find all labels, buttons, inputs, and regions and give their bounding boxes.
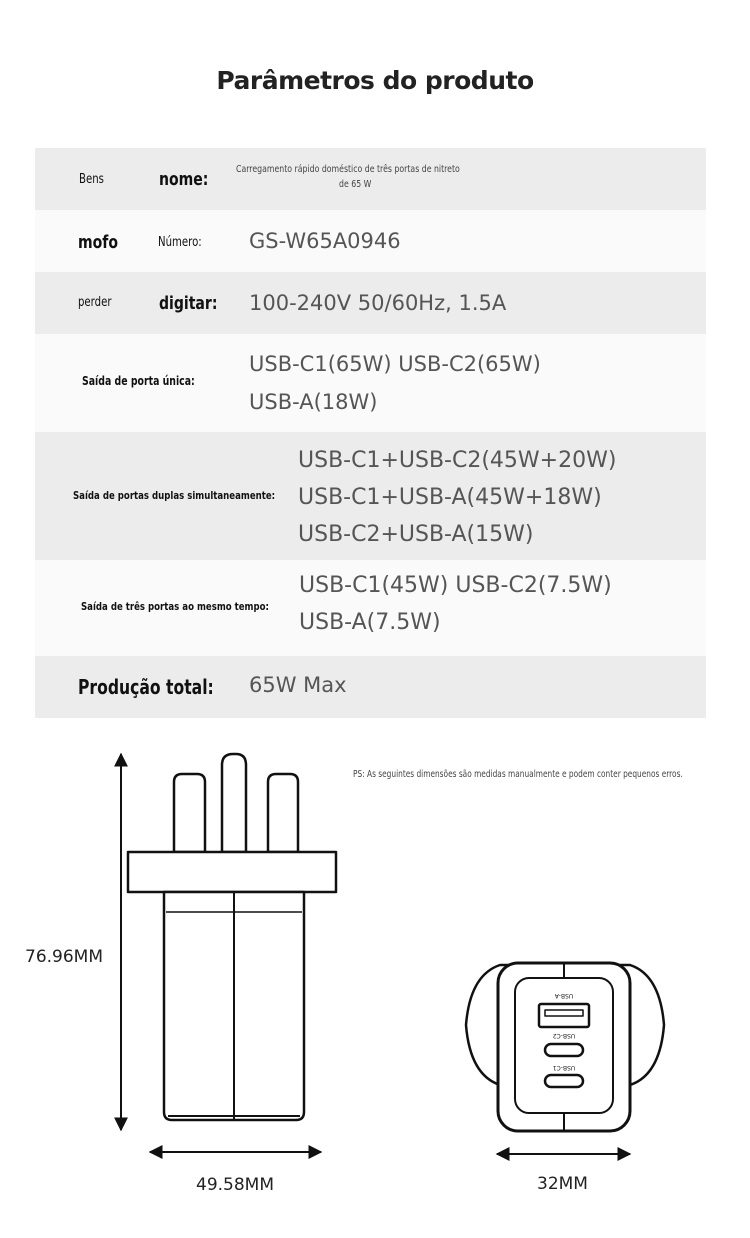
row-value: 100-240V 50/60Hz, 1.5A bbox=[249, 291, 507, 315]
row-label: Saída de três portas ao mesmo tempo: bbox=[81, 600, 269, 613]
row-label-b: digitar: bbox=[159, 293, 218, 314]
row-value-line: USB-C1(45W) USB-C2(7.5W) bbox=[299, 573, 612, 598]
row-value: 65W Max bbox=[249, 673, 347, 697]
height-dimension-label: 76.96MM bbox=[25, 947, 104, 967]
charger-front-view bbox=[466, 963, 664, 1131]
row-value-line: USB-C1+USB-C2(45W+20W) bbox=[298, 448, 617, 473]
row-value-line: USB-C1(65W) USB-C2(65W) bbox=[249, 352, 541, 376]
label-usb-a: USB-A bbox=[554, 992, 574, 999]
row-label: Saída de portas duplas simultaneamente: bbox=[73, 489, 276, 502]
label-usb-c1: USB-C1 bbox=[552, 1064, 576, 1071]
row-label: Saída de porta única: bbox=[82, 374, 195, 388]
row-label-a: Bens bbox=[79, 172, 104, 187]
row-value: GS-W65A0946 bbox=[249, 229, 401, 253]
row-label-a: mofo bbox=[78, 232, 119, 253]
plug-flange bbox=[128, 852, 336, 892]
row-value-line: USB-A(7.5W) bbox=[299, 610, 441, 635]
measurement-note: PS: As seguintes dimensões são medidas manualmente e podem conter pequenos erros. bbox=[353, 769, 683, 780]
label-usb-c2: USB-C2 bbox=[552, 1032, 576, 1039]
usb-c2-port bbox=[545, 1044, 583, 1056]
prong-right bbox=[268, 774, 298, 852]
row-label-b: nome: bbox=[159, 169, 209, 190]
row-value-line: USB-A(18W) bbox=[249, 390, 378, 414]
row-value-line1: Carregamento rápido doméstico de três portas de nitreto bbox=[236, 164, 460, 175]
usb-c1-port bbox=[545, 1075, 583, 1087]
row-label-b: Número: bbox=[158, 235, 202, 250]
charger-side-view bbox=[128, 754, 336, 1120]
row-label-a: perder bbox=[78, 295, 112, 310]
row-value-line: USB-C2+USB-A(15W) bbox=[298, 522, 534, 547]
row-value-line2: de 65 W bbox=[339, 179, 372, 190]
page-title: Parâmetros do produto bbox=[216, 66, 534, 95]
row-value-line: USB-C1+USB-A(45W+18W) bbox=[298, 485, 602, 510]
prong-center bbox=[222, 754, 246, 852]
depth-dimension-label: 32MM bbox=[537, 1174, 588, 1194]
prong-left bbox=[174, 774, 205, 852]
width-dimension-label: 49.58MM bbox=[196, 1175, 275, 1195]
row-label: Produção total: bbox=[78, 675, 214, 699]
